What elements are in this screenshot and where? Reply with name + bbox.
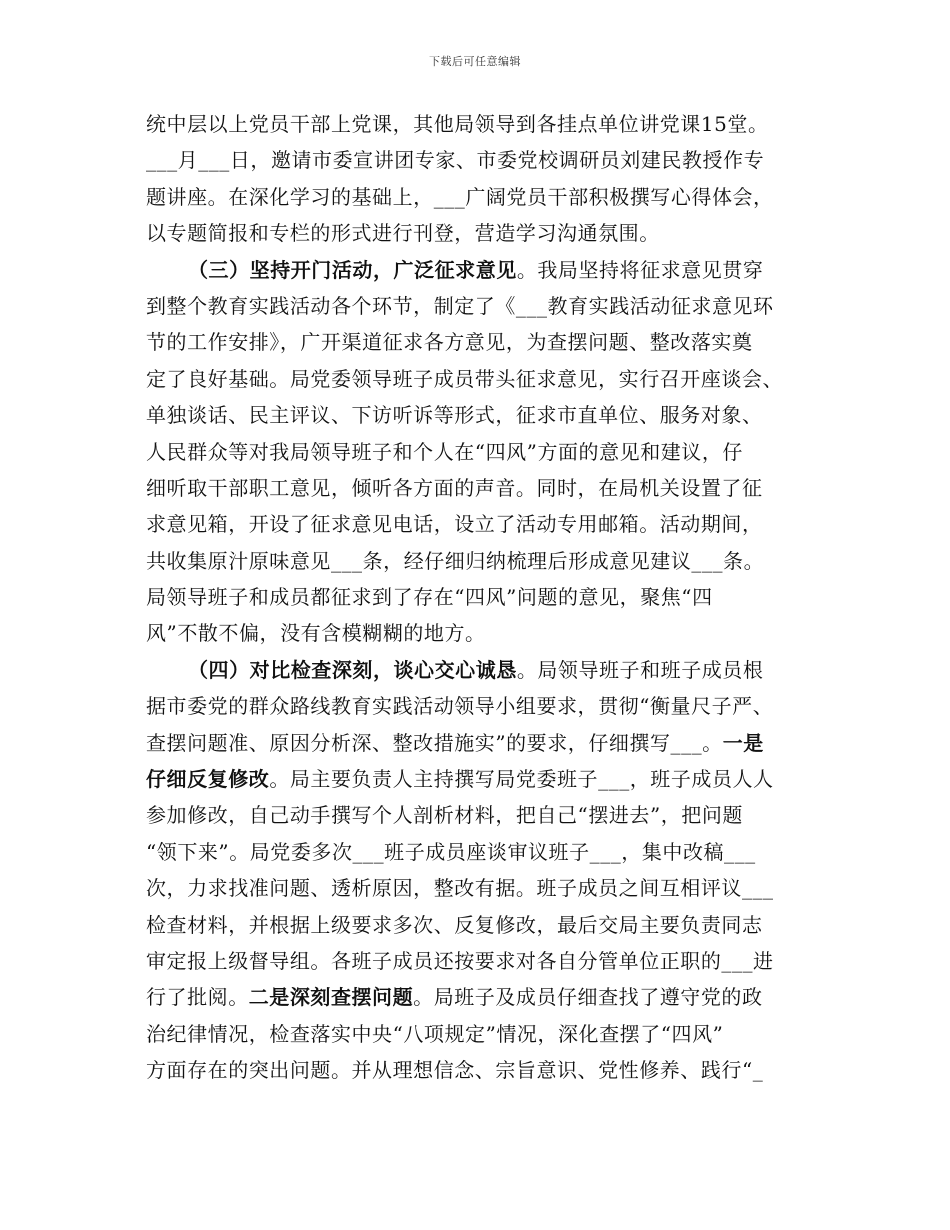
text-line [146, 215, 806, 251]
text-run: 。我局坚持将征求意见贯穿 [516, 257, 764, 282]
text-run: ___月___日，邀请市委宣讲团专家、市委党校调研员刘建民教授作专 [146, 148, 765, 173]
text-run: 。局领导班子和班子成员根 [516, 657, 764, 682]
text-line [146, 943, 806, 979]
text-line [146, 725, 806, 761]
text-line [146, 506, 806, 542]
text-run: 次，力求找准问题、透析原因，整改有据。班子成员之间互相评议___ [146, 876, 774, 901]
text-line [146, 470, 806, 506]
text-line [146, 288, 806, 324]
text-line [146, 543, 806, 579]
text-line [146, 1016, 806, 1052]
text-run: 风”不散不偏，没有含模糊糊的地方。 [146, 621, 486, 646]
text-line [146, 142, 806, 178]
text-line [146, 361, 806, 397]
text-run: 细听取干部职工意见，倾听各方面的声音。同时，在局机关设置了征 [146, 475, 763, 500]
text-run: 定了良好基础。局党委领导班子成员带头征求意见，实行召开座谈会、 [146, 366, 784, 391]
text-line [146, 179, 806, 215]
text-line [146, 834, 806, 870]
text-run: 节的工作安排》，广开渠道征求各方意见，为查摆问题、整改落实奠 [146, 330, 753, 355]
text-run: 共收集原汁原味意见___条，经仔细归纳梳理后形成意见建议___条。 [146, 548, 765, 573]
bold-run: （四）对比检查深刻，谈心交心诚恳 [188, 657, 517, 682]
text-line [146, 907, 806, 943]
bold-run: 二是深刻查摆问题 [248, 985, 414, 1010]
text-line [146, 870, 806, 906]
text-run: 人民群众等对我局领导班子和个人在“四风”方面的意见和建议，仔 [146, 439, 743, 464]
text-run: 检查材料，并根据上级要求多次、反复修改，最后交局主要负责同志 [146, 912, 763, 937]
text-run: 单独谈话、民主评议、下访听诉等形式，征求市直单位、服务对象、 [146, 403, 763, 428]
text-run: 行了批阅。 [146, 985, 249, 1010]
page-header: 下载后可任意编辑 [429, 55, 521, 68]
bold-run: 仔细反复修改 [146, 767, 270, 792]
text-line [146, 252, 806, 288]
text-run: 以专题简报和专栏的形式进行刊登，营造学习沟通氛围。 [146, 221, 660, 246]
text-line [146, 979, 806, 1015]
text-run: 题讲座。在深化学习的基础上，___广阔党员干部积极撰写心得体会， [146, 184, 774, 209]
text-run: 查摆问题准、原因分析深、整改措施实”的要求，仔细撰写___。 [146, 730, 723, 755]
bold-run: （三）坚持开门活动，广泛征求意见 [188, 257, 517, 282]
document-body [146, 106, 806, 1089]
text-run: 方面存在的突出问题。并从理想信念、宗旨意识、党性修养、践行“_ [146, 1058, 764, 1083]
text-line [146, 652, 806, 688]
text-line [146, 615, 806, 651]
text-run: 局领导班子和成员都征求到了存在“四风”问题的意见，聚焦“四 [146, 585, 713, 610]
text-run: 据市委党的群众路线教育实践活动领导小组要求，贯彻“衡量尺子严、 [146, 694, 774, 719]
text-run: 审定报上级督导组。各班子成员还按要求对各自分管单位正职的___进 [146, 948, 774, 973]
text-line [146, 688, 806, 724]
text-run: 到整个教育实践活动各个环节，制定了《___教育实践活动征求意见环 [146, 293, 774, 318]
text-run: 。局主要负责人主持撰写局党委班子___，班子成员人人 [269, 767, 774, 792]
text-line [146, 106, 806, 142]
text-line [146, 797, 806, 833]
bold-run: 一是 [722, 730, 764, 755]
text-line [146, 397, 806, 433]
text-run: “领下来”。局党委多次___班子成员座谈审议班子___，集中改稿___ [146, 839, 756, 864]
text-run: 参加修改，自己动手撰写个人剖析材料，把自己“摆进去”，把问题 [146, 803, 743, 828]
text-run: 治纪律情况，检查落实中央“八项规定”情况，深化查摆了“四风” [146, 1021, 724, 1046]
text-run: 。局班子及成员仔细查找了遵守党的政 [413, 985, 763, 1010]
text-line [146, 434, 806, 470]
text-line [146, 324, 806, 360]
text-line [146, 579, 806, 615]
text-line [146, 1052, 806, 1088]
text-run: 求意见箱，开设了征求意见电话，设立了活动专用邮箱。活动期间， [146, 512, 763, 537]
text-line [146, 761, 806, 797]
text-run: 统中层以上党员干部上党课，其他局领导到各挂点单位讲党课15堂。 [146, 112, 769, 136]
